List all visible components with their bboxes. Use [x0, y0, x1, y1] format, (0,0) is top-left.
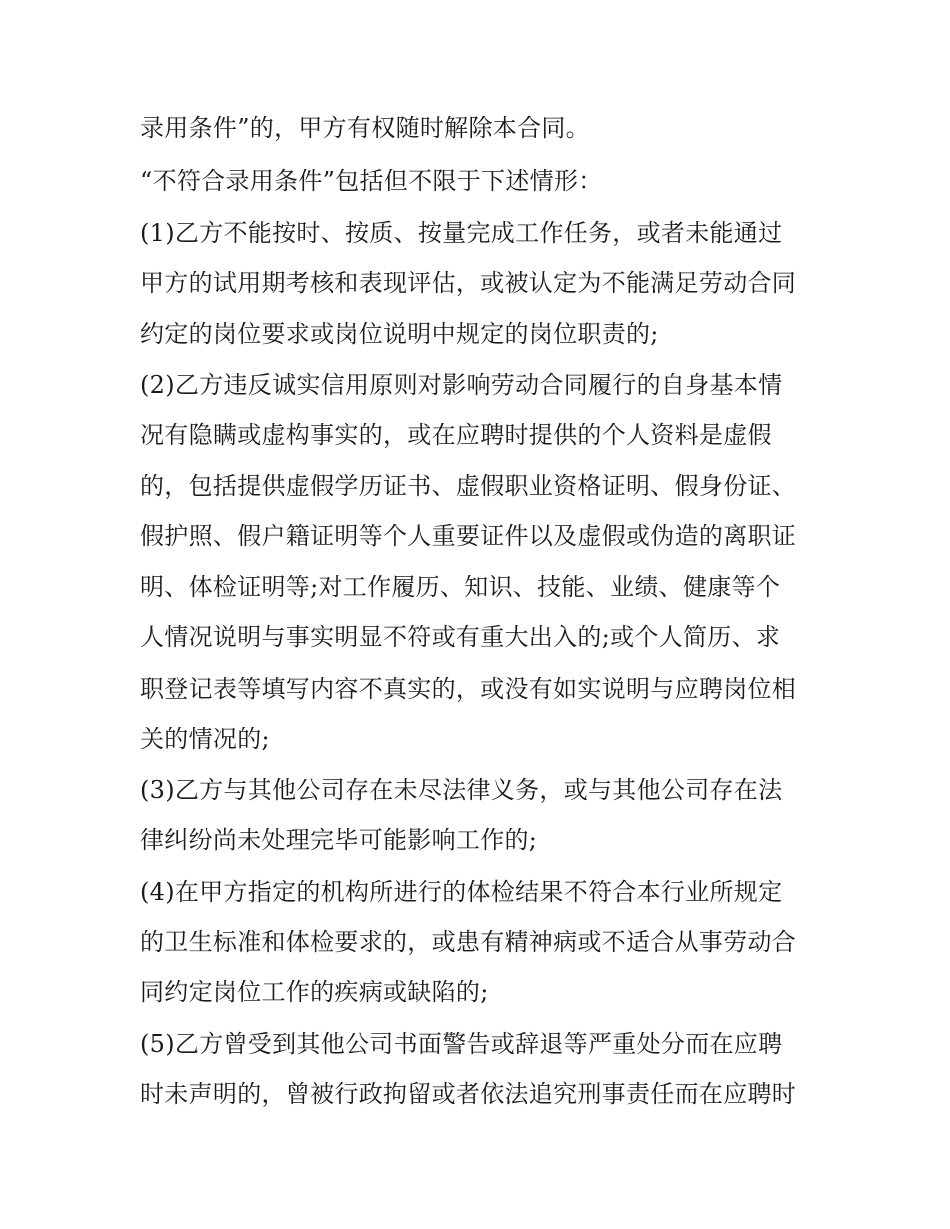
text-line: (4)在甲方指定的机构所进行的体检结果不符合本行业所规定	[140, 878, 783, 906]
text-line: 人情况说明与事实明显不符或有重大出入的;或个人简历、求	[140, 623, 781, 651]
text-line: 时未声明的，曾被行政拘留或者依法追究刑事责任而在应聘时	[140, 1080, 797, 1108]
text-line: 的，包括提供虚假学历证书、虚假职业资格证明、假身份证、	[140, 472, 797, 500]
text-line: “不符合录用条件”包括但不限于下述情形：	[140, 167, 603, 195]
text-line: 假护照、假户籍证明等个人重要证件以及虚假或伪造的离职证	[140, 522, 797, 550]
text-line: 同约定岗位工作的疾病或缺陷的;	[140, 978, 489, 1006]
text-line: 甲方的试用期考核和表现评估，或被认定为不能满足劳动合同	[140, 269, 797, 297]
text-line: 关的情况的;	[140, 725, 270, 753]
text-line: 律纠纷尚未处理完毕可能影响工作的;	[140, 826, 538, 854]
text-line: 明、体检证明等;对工作履历、知识、技能、业绩、健康等个	[140, 573, 781, 601]
text-line: 录用条件”的，甲方有权随时解除本合同。	[140, 114, 590, 142]
text-line: (3)乙方与其他公司存在未尽法律义务，或与其他公司存在法	[140, 776, 783, 804]
text-line: (1)乙方不能按时、按质、按量完成工作任务，或者未能通过	[140, 219, 783, 247]
text-line: (2)乙方违反诚实信用原则对影响劳动合同履行的自身基本情	[140, 371, 783, 399]
text-line: (5)乙方曾受到其他公司书面警告或辞退等严重处分而在应聘	[140, 1030, 783, 1058]
text-line: 况有隐瞒或虚构事实的，或在应聘时提供的个人资料是虚假	[140, 421, 772, 449]
text-line: 职登记表等填写内容不真实的，或没有如实说明与应聘岗位相	[140, 675, 797, 703]
text-line: 的卫生标准和体检要求的，或患有精神病或不适合从事劳动合	[140, 928, 797, 956]
text-line: 约定的岗位要求或岗位说明中规定的岗位职责的;	[140, 320, 659, 348]
